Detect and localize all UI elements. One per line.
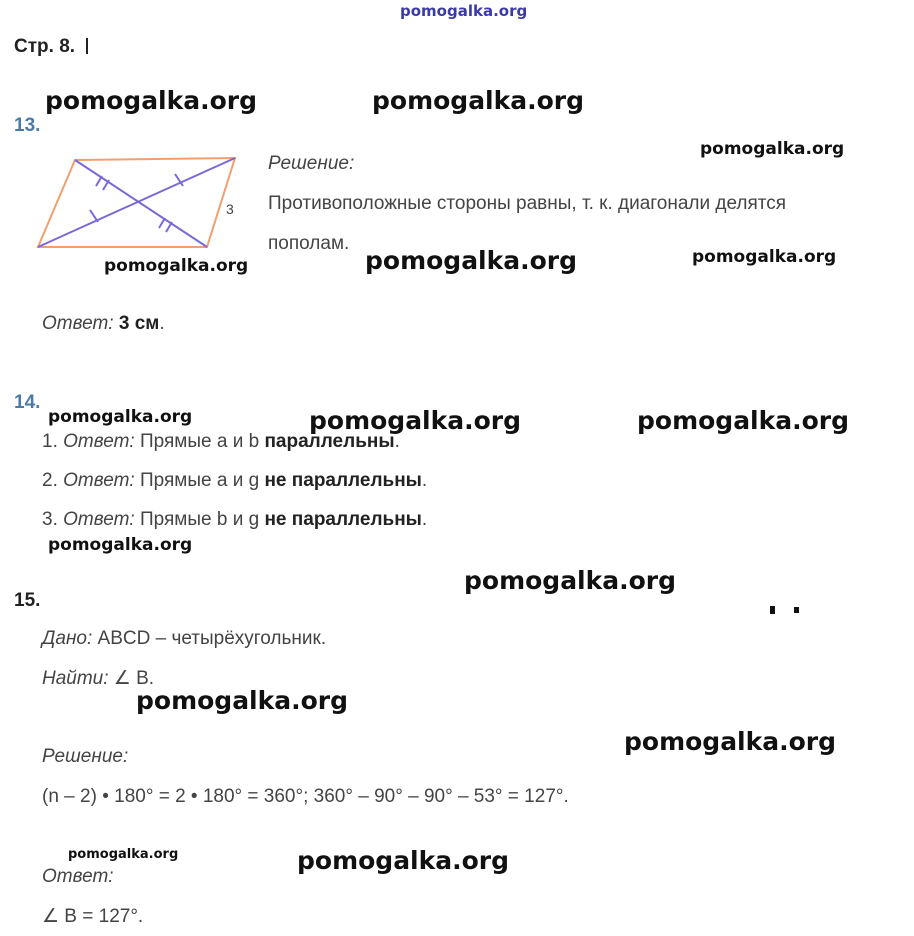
diagonal-ac: [75, 160, 207, 247]
task-15-answer-label: Ответ:: [42, 866, 114, 887]
task-13-solution-line1: Противоположные стороны равны, т. к. диагонали делятся: [268, 193, 787, 214]
watermark: pomogalka.org: [372, 86, 585, 115]
task-13-answer-label: Ответ:: [42, 313, 114, 334]
watermark: pomogalka.org: [68, 847, 179, 862]
single-tick-marks: [90, 174, 183, 222]
task-14-item-number: 2.: [42, 470, 58, 491]
task-13-answer: [42, 313, 165, 335]
task-15-number: 15.: [14, 590, 41, 611]
watermark: pomogalka.org: [692, 247, 837, 267]
task-13-solution-label: Решение:: [268, 153, 355, 174]
task-14-item: [42, 509, 427, 531]
watermark: pomogalka.org: [464, 566, 677, 595]
watermark: pomogalka.org: [700, 139, 845, 159]
dot-mark: [770, 606, 775, 614]
task-15-given-label: Дано:: [42, 628, 93, 649]
task-14-item-end: .: [421, 509, 428, 530]
task-15-solution-label: Решение:: [42, 746, 129, 767]
task-14-number: 14.: [14, 392, 41, 413]
task-13-solution-line2: пополам.: [268, 233, 350, 254]
task-15-find-label: Найти:: [42, 668, 109, 689]
task-14-item-text: Прямые a и g: [134, 470, 265, 491]
watermark: pomogalka.org: [48, 535, 193, 555]
task-14-item-text: Прямые b и g: [134, 509, 265, 530]
page-header-text: Стр. 8.: [14, 36, 76, 57]
watermark: pomogalka.org: [309, 406, 522, 435]
task-15-answer-text: ∠ B = 127°.: [42, 906, 144, 927]
watermark: pomogalka.org: [365, 246, 578, 275]
task-14-item-text: Прямые a и b: [134, 431, 265, 452]
watermark: pomogalka.org: [104, 256, 249, 276]
watermark-top: pomogalka.org: [400, 2, 528, 20]
parallelogram-figure: [28, 150, 258, 260]
task-14-item: [42, 431, 400, 453]
header-cursor: [86, 38, 88, 54]
side-length-label: 3: [226, 201, 234, 217]
watermark: pomogalka.org: [45, 86, 258, 115]
task-14-item-number: 3.: [42, 509, 58, 530]
task-15-find-text: ∠ B.: [108, 668, 155, 689]
task-14-item-label: Ответ:: [63, 470, 135, 491]
watermark: pomogalka.org: [297, 846, 510, 875]
page-header: [14, 36, 88, 58]
task-14-item-label: Ответ:: [63, 431, 135, 452]
task-14-item-number: 1.: [42, 431, 58, 452]
task-13-answer-value: 3 см: [118, 313, 160, 334]
dot-mark: [794, 607, 799, 613]
task-14-item-label: Ответ:: [63, 509, 135, 530]
task-14-item-end: .: [421, 470, 428, 491]
task-14-item-bold: не параллельны: [264, 509, 422, 530]
task-13-answer-end: .: [159, 313, 165, 334]
watermark: pomogalka.org: [136, 686, 349, 715]
diagonal-bd: [38, 158, 235, 247]
task-14-item: [42, 470, 427, 492]
task-14-item-end: .: [394, 431, 400, 452]
task-15-solution-text: (n – 2) • 180° = 2 • 180° = 360°; 360° – 90° – 90° – 53° = 127°.: [42, 786, 569, 807]
watermark: pomogalka.org: [637, 406, 850, 435]
task-14-item-bold: параллельны: [264, 431, 395, 452]
task-15-given-text: ABCD – четырёхугольник.: [92, 628, 327, 649]
task-13-number: 13.: [14, 115, 41, 136]
task-14-item-bold: не параллельны: [264, 470, 422, 491]
watermark: pomogalka.org: [48, 407, 193, 427]
task-15-find: [42, 667, 154, 690]
task-15-given: [42, 628, 326, 650]
watermark: pomogalka.org: [624, 727, 837, 756]
